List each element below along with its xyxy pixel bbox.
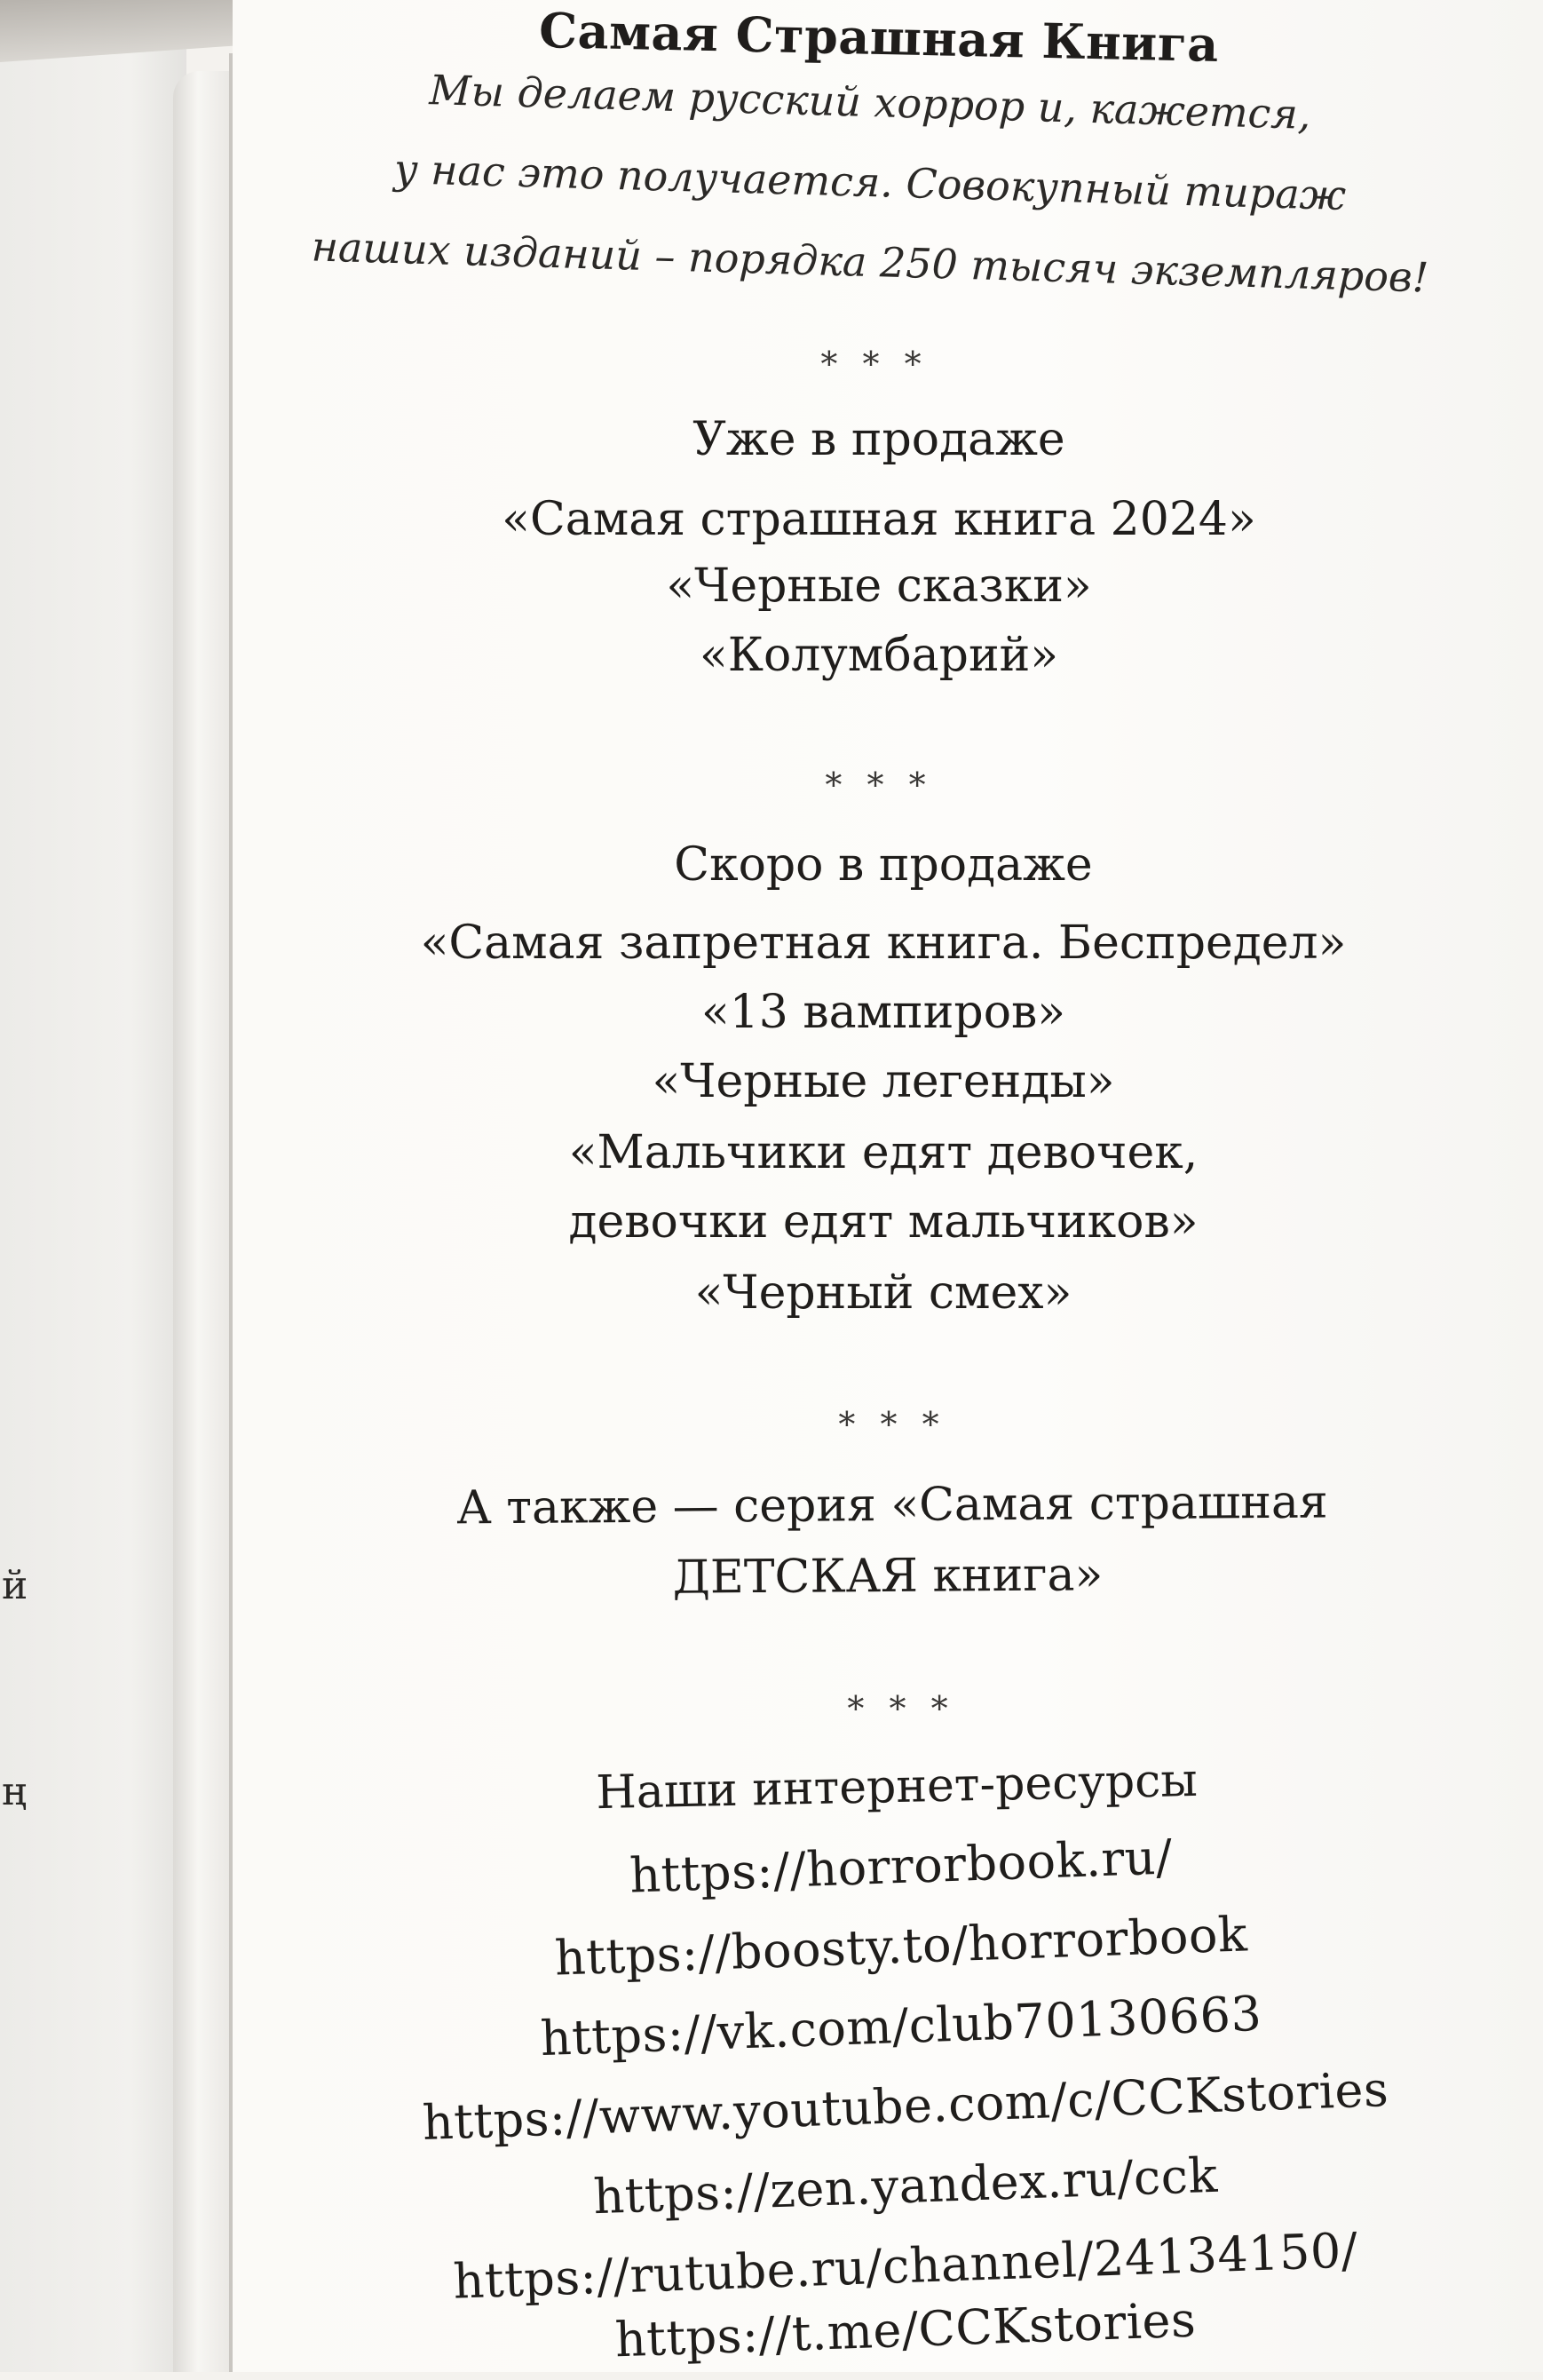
series-line: А также — серия «Самая страшная (456, 1475, 1328, 1535)
section-separator: * * * (838, 1405, 946, 1444)
intro-line: у нас это получается. Совокупный тираж (393, 145, 1347, 219)
book-title: «Колумбарий» (699, 629, 1059, 682)
resource-link[interactable]: https://boosty.to/horrorbook (553, 1906, 1249, 1987)
resource-link[interactable]: https://www.youtube.com/c/CCKstories (421, 2061, 1390, 2151)
book-cover-shadow (0, 0, 240, 62)
resource-link[interactable]: https://rutube.ru/channel/24134150/ (452, 2222, 1359, 2310)
resource-link[interactable]: https://horrorbook.ru/ (629, 1829, 1174, 1904)
page-title: Самая Страшная Книга (538, 1, 1220, 74)
resource-link[interactable]: https://t.me/CCKstories (613, 2291, 1198, 2368)
section-separator: * * * (820, 345, 929, 384)
book-title: «Самая запретная книга. Беспредел» (420, 916, 1347, 970)
page-content (233, 0, 1543, 2372)
resources-heading: Наши интернет-ресурсы (595, 1753, 1199, 1821)
book-title: «Черные сказки» (666, 559, 1092, 613)
book-title: «Самая страшная книга 2024» (502, 493, 1256, 546)
on-sale-heading: Уже в продаже (692, 413, 1065, 466)
book-title: «Черный смех» (694, 1266, 1072, 1320)
series-line: ДЕТСКАЯ книга» (672, 1548, 1104, 1605)
book-title: «Мальчики едят девочек, (568, 1126, 1199, 1179)
adjacent-page-glyph: ң (2, 1769, 28, 1814)
intro-line: наших изданий – порядка 250 тысяч экземпляров! (311, 222, 1429, 302)
book-title: девочки едят мальчиков» (568, 1195, 1199, 1249)
adjacent-page (0, 0, 186, 2372)
section-separator: * * * (847, 1689, 955, 1728)
resource-link[interactable]: https://zen.yandex.ru/cck (592, 2146, 1219, 2225)
book-title: «13 вампиров» (700, 986, 1066, 1039)
coming-soon-heading: Скоро в продаже (674, 838, 1093, 892)
section-separator: * * * (825, 766, 933, 805)
intro-line: Мы делаем русский хоррор и, кажется, (428, 66, 1312, 139)
book-title: «Черные легенды» (652, 1055, 1115, 1108)
adjacent-page-glyph: й (2, 1563, 28, 1608)
resource-link[interactable]: https://vk.com/club70130663 (539, 1985, 1263, 2067)
